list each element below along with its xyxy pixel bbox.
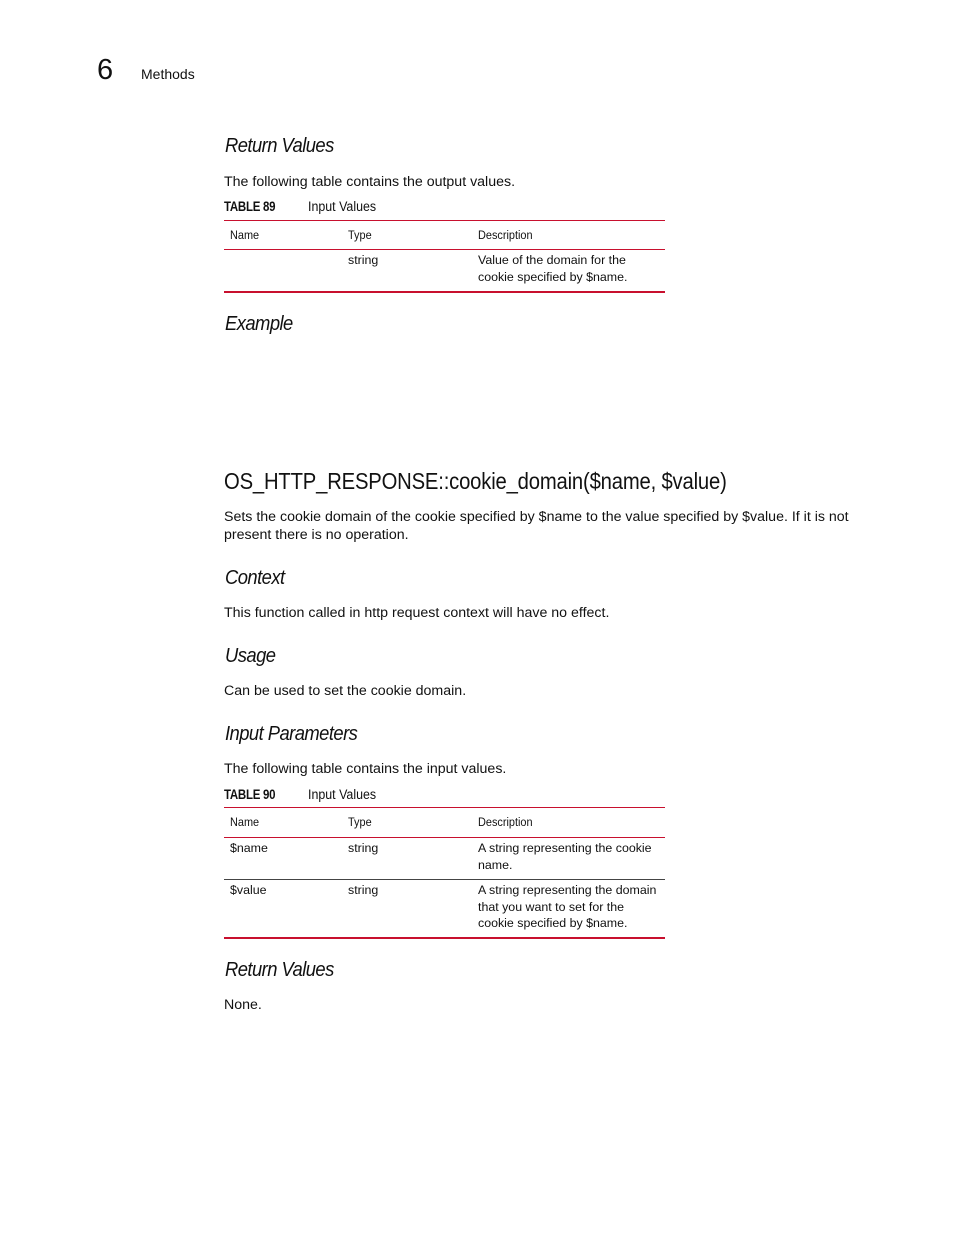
table-row xyxy=(224,838,665,880)
table-89-label: TABLE 89 xyxy=(224,199,276,214)
table-90-caption xyxy=(224,787,665,803)
table-90-col-description: Description xyxy=(478,815,533,830)
table-row xyxy=(224,880,665,938)
table-89-cell-description: Value of the domain for the cookie specified by $name. xyxy=(478,253,628,284)
table-90-label: TABLE 90 xyxy=(224,787,276,802)
table-90-cell-type: string xyxy=(348,883,379,897)
chapter-number: 6 xyxy=(97,54,114,86)
table-90-cell-type: string xyxy=(348,841,379,855)
return-values-intro: The following table contains the output values. xyxy=(224,174,516,190)
table-89-col-description: Description xyxy=(478,227,533,242)
table-90-col-type: Type xyxy=(348,815,372,830)
table-89-col-type: Type xyxy=(348,227,372,242)
usage-text: Can be used to set the cookie domain. xyxy=(224,683,467,699)
table-90-cell-name: $value xyxy=(230,883,267,897)
context-heading: Context xyxy=(225,567,285,589)
table-90-cell-description: A string representing the cookie name. xyxy=(478,841,652,872)
method-title: OS_HTTP_RESPONSE::cookie_domain($name, $value) xyxy=(224,468,727,494)
method-description: Sets the cookie domain of the cookie specified by $name to the value specified by $value. If it is not present there is no operation. xyxy=(224,509,849,543)
table-89-cell-type: string xyxy=(348,253,379,267)
table-90-cell-description: A string representing the domain that you want to set for the cookie specified by $name. xyxy=(478,883,657,930)
table-90-cell-name: $name xyxy=(230,841,268,855)
table-89-header-row xyxy=(224,221,665,250)
input-parameters-intro: The following table contains the input values. xyxy=(224,761,507,777)
table-89-caption xyxy=(224,199,665,215)
return-values-heading: Return Values xyxy=(225,135,334,157)
table-89-col-name: Name xyxy=(230,227,260,242)
table-90-title: Input Values xyxy=(308,787,377,802)
return-values-text: None. xyxy=(224,997,262,1013)
table-90-header-row xyxy=(224,808,665,838)
usage-heading: Usage xyxy=(225,645,276,667)
chapter-title: Methods xyxy=(141,66,195,82)
table-90-col-name: Name xyxy=(230,815,260,830)
context-text: This function called in http request context will have no effect. xyxy=(224,605,610,621)
table-89-title: Input Values xyxy=(308,199,377,214)
table-89 xyxy=(224,220,665,293)
input-parameters-heading: Input Parameters xyxy=(225,723,358,745)
table-89-cell-name xyxy=(224,250,342,292)
table-row xyxy=(224,250,665,292)
example-heading: Example xyxy=(225,313,293,335)
table-90 xyxy=(224,807,665,939)
return-values-heading-2: Return Values xyxy=(225,959,334,981)
